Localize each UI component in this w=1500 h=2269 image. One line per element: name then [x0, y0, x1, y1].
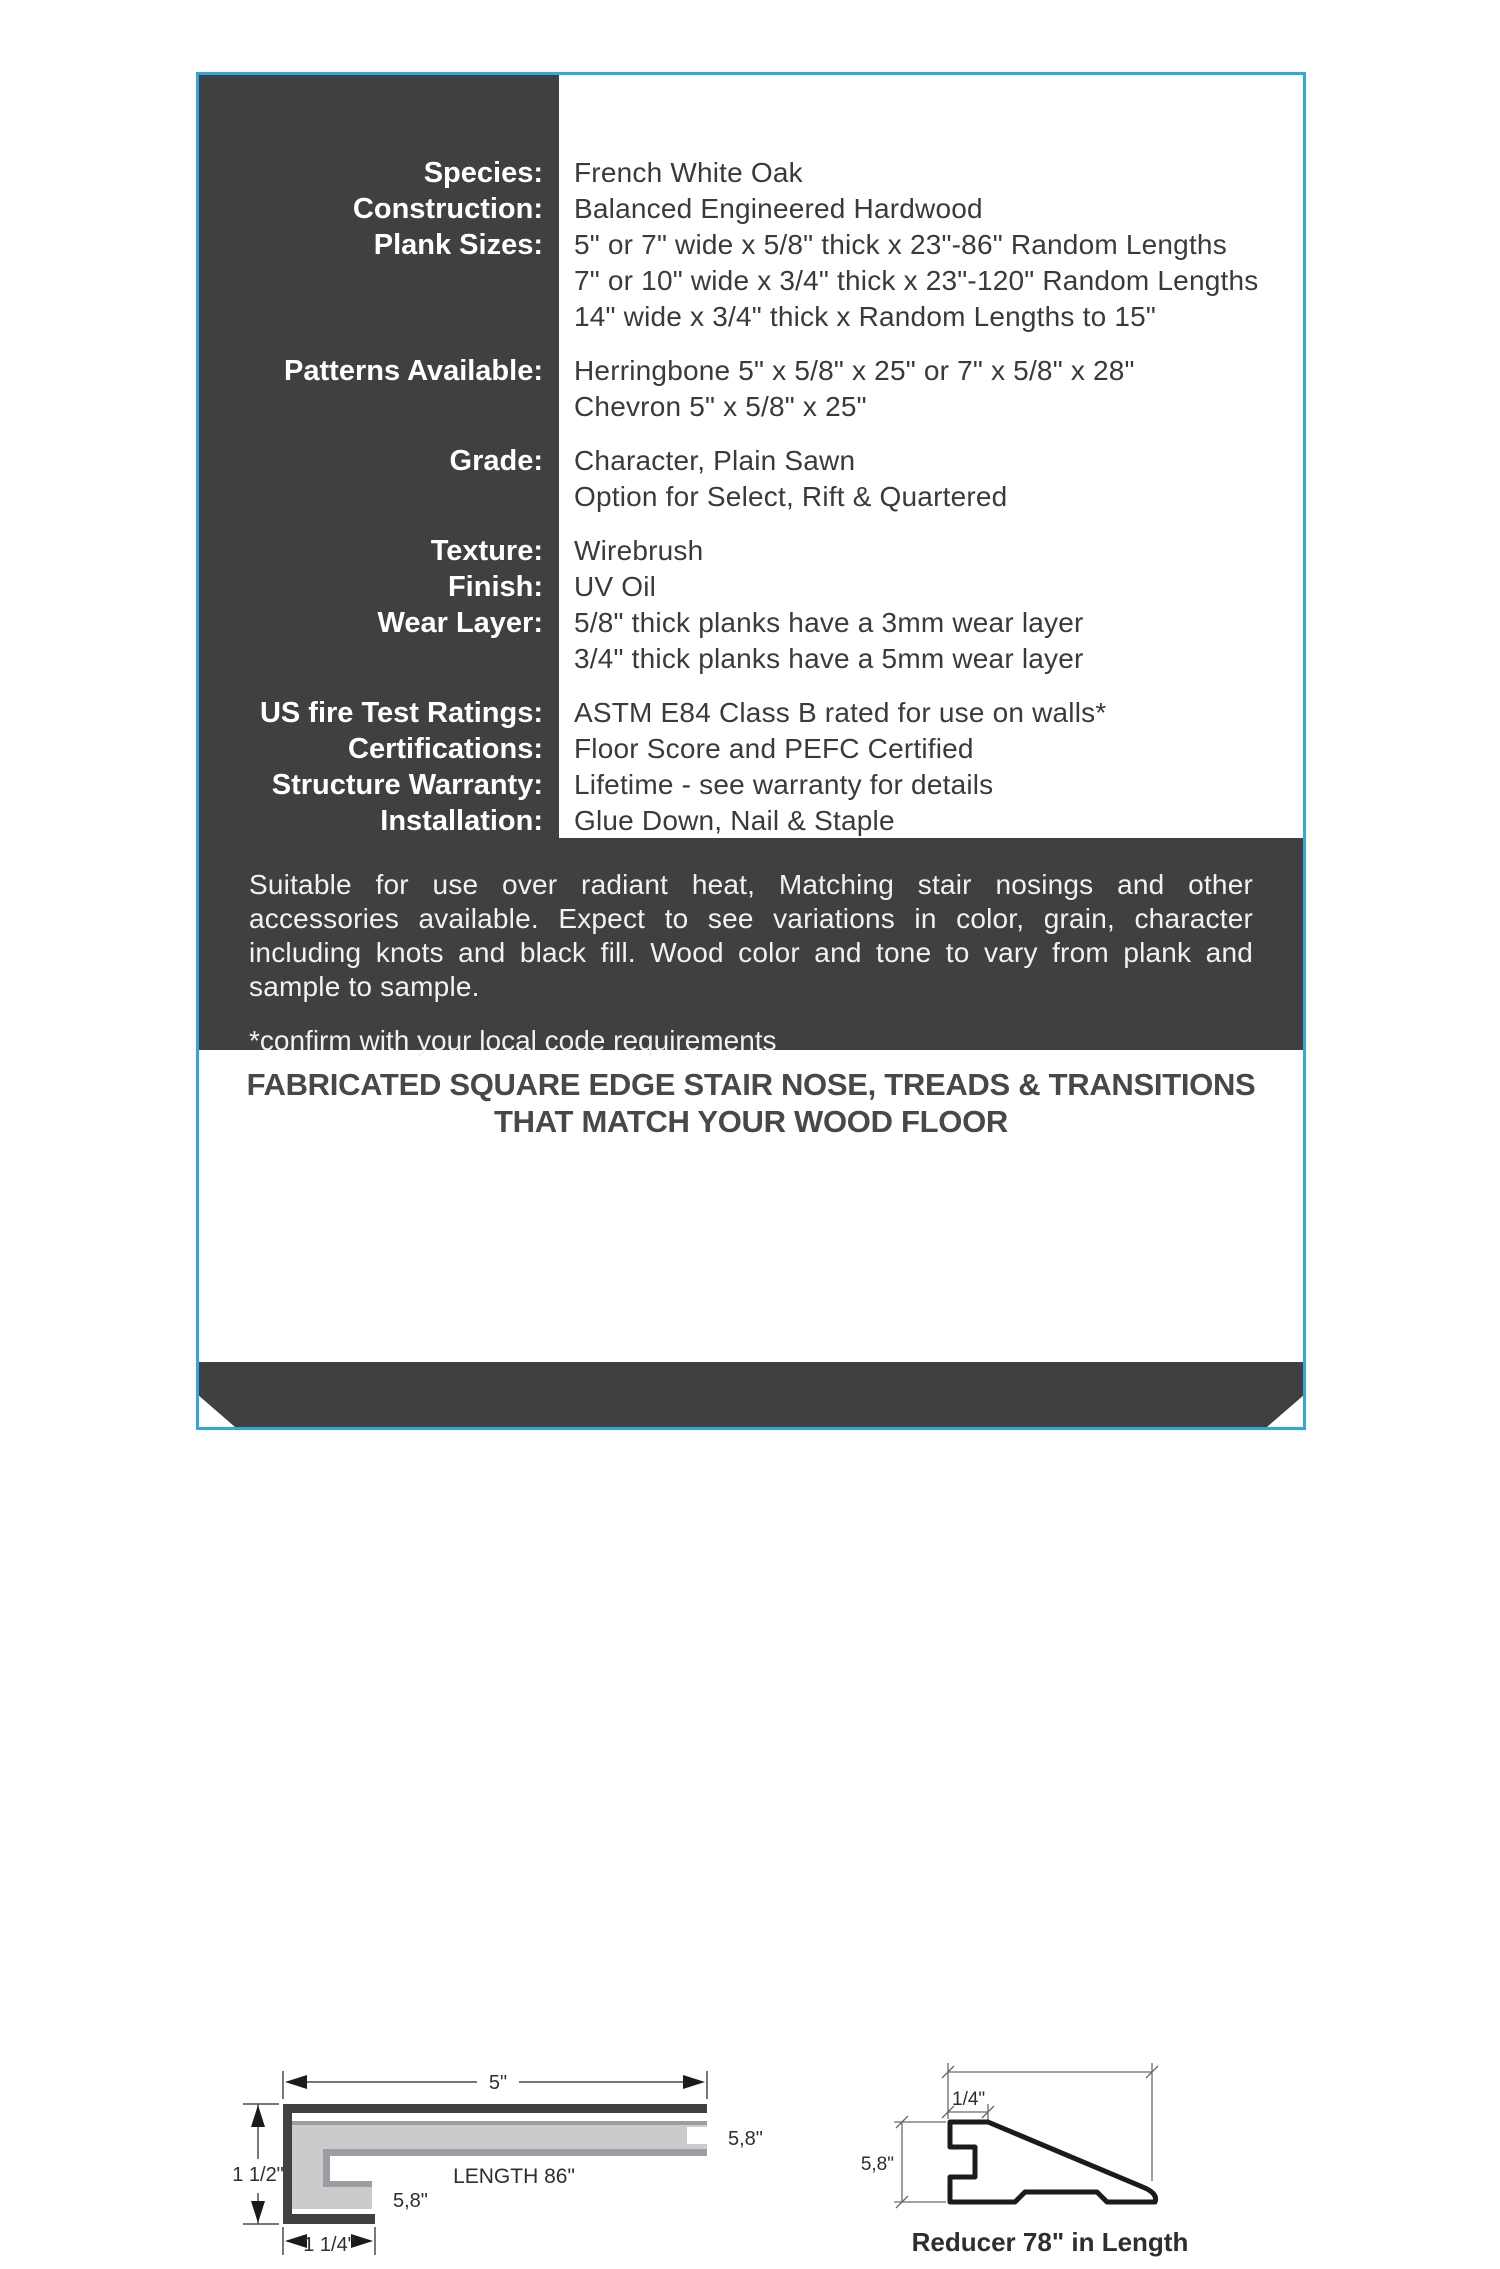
- spec-value: French White Oak: [574, 157, 803, 188]
- spec-value: Floor Score and PEFC Certified: [574, 733, 974, 764]
- stair-nose-height-label: 1 1/2": [232, 2164, 284, 2186]
- reducer-diagram: [860, 2049, 1280, 2269]
- spec-row-structure-warranty: [199, 767, 1303, 803]
- accessories-section: [199, 1066, 1303, 2257]
- spec-value: Option for Select, Rift & Quartered: [574, 481, 1008, 512]
- spec-row-patterns: [199, 353, 1303, 425]
- spec-label: US fire Test Ratings:: [259, 697, 543, 729]
- spec-label: Plank Sizes:: [373, 229, 543, 261]
- spec-row-certifications: [199, 731, 1303, 767]
- spec-value: Wirebrush: [574, 535, 704, 566]
- spec-label: Species:: [423, 157, 543, 189]
- spec-value: Glue Down, Nail & Staple: [574, 805, 895, 836]
- spec-row-wear-layer: [199, 605, 1303, 677]
- arrow-right-icon: [683, 2075, 705, 2089]
- spec-label: Finish:: [447, 571, 543, 603]
- spec-row-plank-sizes: [199, 227, 1303, 335]
- spec-value: Lifetime - see warranty for details: [574, 769, 994, 800]
- spec-row-finish: [199, 569, 1303, 605]
- spec-row-fire-ratings: [199, 695, 1303, 731]
- reducer-top-label: 1/4": [952, 2089, 986, 2110]
- spec-value: Herringbone 5" x 5/8" x 25" or 7" x 5/8" x 28": [574, 355, 1135, 386]
- spec-value: 7" or 10" wide x 3/4" thick x 23"-120" Random Lengths: [574, 265, 1259, 296]
- arrow-up-icon: [251, 2105, 265, 2127]
- spec-table: [199, 75, 1303, 838]
- reducer-profile: [950, 2122, 1156, 2202]
- spec-value: Chevron 5" x 5/8" x 25": [574, 391, 867, 422]
- stair-nose-width-label: 5": [488, 2072, 508, 2094]
- arrow-left-icon: [285, 2075, 307, 2089]
- stair-nose-profile: [283, 2104, 707, 2224]
- spec-value: 5/8" thick planks have a 3mm wear layer: [574, 607, 1084, 638]
- spec-row-installation: [199, 803, 1303, 839]
- spec-sheet: [196, 72, 1306, 2257]
- spec-label: Certifications:: [348, 733, 543, 765]
- reducer-caption: Reducer 78" in Length: [911, 2227, 1189, 2257]
- stair-nose-length-label: LENGTH 86": [453, 2165, 575, 2188]
- spec-row-construction: [199, 191, 1303, 227]
- spec-row-species: [199, 155, 1303, 191]
- spec-label: Grade:: [449, 445, 543, 477]
- spec-value: UV Oil: [574, 571, 657, 602]
- notes-band: [199, 838, 1303, 1056]
- reducer-left-label: 5,8": [860, 2154, 894, 2175]
- spec-value: Balanced Engineered Hardwood: [574, 193, 983, 224]
- spec-label: Construction:: [352, 193, 543, 225]
- accessories-heading-line2: THAT MATCH YOUR WOOD FLOOR: [494, 1104, 1008, 1139]
- accessories-heading-line1: FABRICATED SQUARE EDGE STAIR NOSE, TREADS & TRANSITIONS: [246, 1067, 1256, 1102]
- accessories-heading: [199, 1066, 1303, 1140]
- spec-label: Wear Layer:: [377, 607, 543, 639]
- spec-value: Character, Plain Sawn: [574, 445, 856, 476]
- spec-value: 3/4" thick planks have a 5mm wear layer: [574, 643, 1084, 674]
- stair-nose-right-thickness-label: 5,8": [728, 2128, 763, 2150]
- spec-value: ASTM E84 Class B rated for use on walls*: [574, 697, 1107, 728]
- arrow-down-icon: [251, 2201, 265, 2223]
- spec-label: Patterns Available:: [284, 355, 543, 387]
- spec-row-grade: [199, 443, 1303, 515]
- footer-band: [199, 1362, 1303, 1427]
- spec-value: 14" wide x 3/4" thick x Random Lengths to 15": [574, 301, 1157, 332]
- stair-nose-lower-thickness-label: 5,8": [393, 2190, 428, 2212]
- spec-label: Texture:: [430, 535, 543, 567]
- notes-footnote: *confirm with your local code requirements: [249, 1025, 777, 1056]
- spec-row-texture: [199, 533, 1303, 569]
- spec-label: Installation:: [380, 805, 543, 837]
- stair-nose-diagram: [225, 2059, 785, 2269]
- stair-nose-bottom-label: 1 1/4": [303, 2234, 355, 2256]
- notes-paragraph: Suitable for use over radiant heat, Matching stair nosings and other accessories available. Expect to see variations in color, grain, character including knots and black fill. Wood color and tone to vary from plank and sample to sample.: [249, 869, 1253, 1002]
- spec-value: 5" or 7" wide x 5/8" thick x 23"-86" Random Lengths: [574, 229, 1227, 260]
- spec-label: Structure Warranty:: [271, 769, 543, 801]
